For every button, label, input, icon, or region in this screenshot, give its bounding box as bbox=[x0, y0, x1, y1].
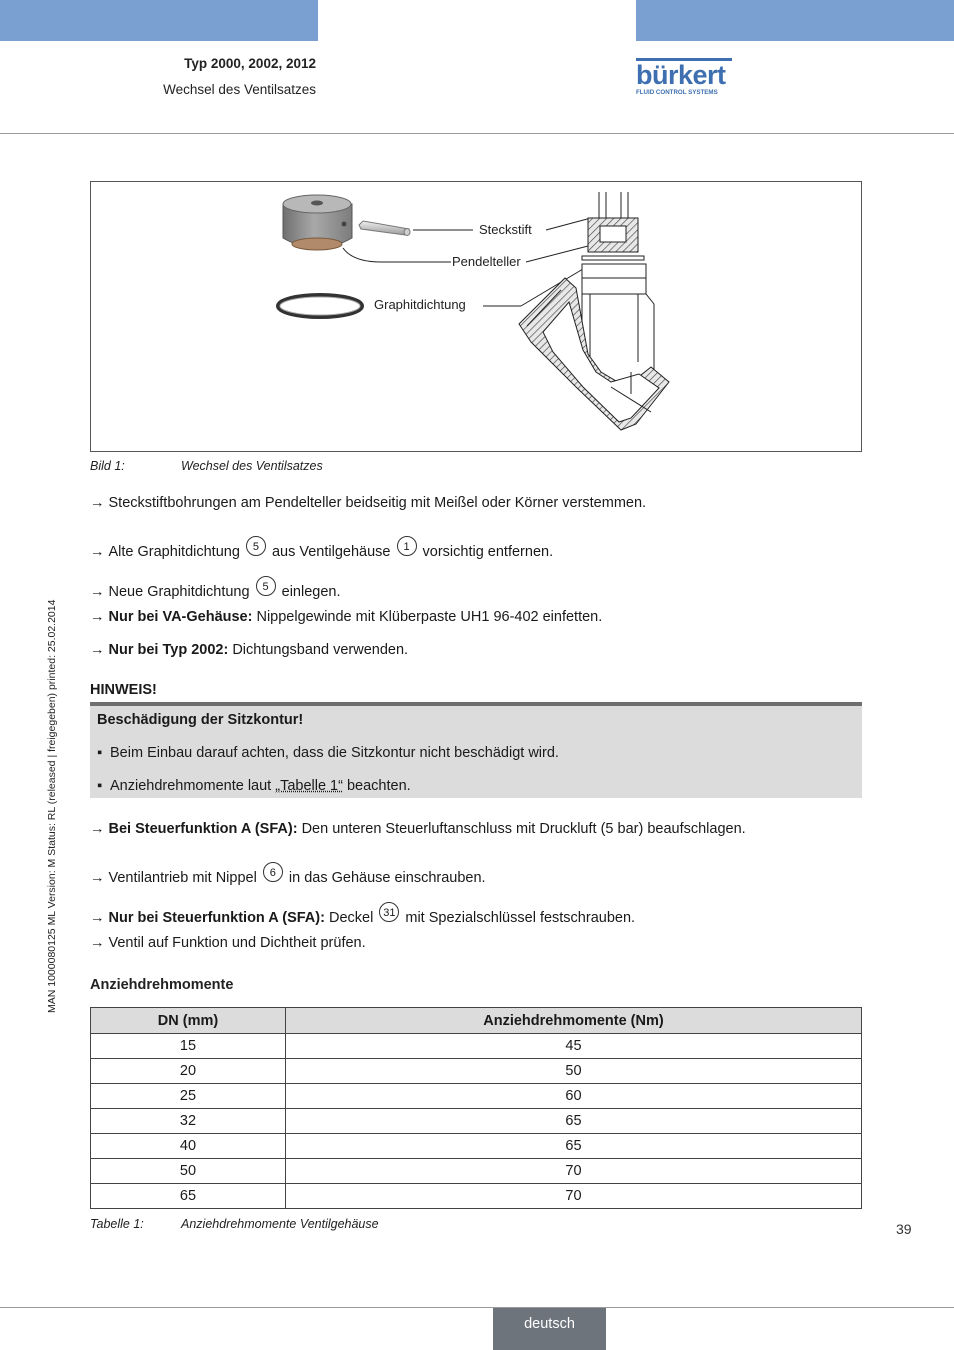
bullet-icon: ▪ bbox=[97, 778, 103, 794]
step-bold-label: Nur bei Typ 2002: bbox=[108, 642, 229, 658]
table-cell: 65 bbox=[285, 1109, 861, 1134]
table-row bbox=[91, 1059, 862, 1084]
table-caption-text: Anziehdrehmomente Ventilgehäuse bbox=[181, 1217, 379, 1231]
step-item bbox=[90, 495, 646, 511]
arrow-icon: → bbox=[90, 495, 105, 511]
footer-divider bbox=[0, 1307, 954, 1308]
step-bold-label: Nur bei Steuerfunktion A (SFA): bbox=[108, 910, 325, 926]
table-cell: 15 bbox=[91, 1034, 286, 1059]
step-item bbox=[90, 862, 486, 886]
step-text: Ventilantrieb mit Nippel bbox=[108, 870, 257, 886]
figure-frame bbox=[90, 181, 862, 452]
side-print-info: MAN 1000080125 ML Version: M Status: RL (released | freigegeben) printed: 25.02.2014 bbox=[46, 599, 58, 1013]
step-item bbox=[90, 576, 341, 600]
arrow-icon: → bbox=[90, 609, 105, 625]
notice-item bbox=[97, 745, 559, 761]
table-reference-link[interactable]: „Tabelle 1“ bbox=[275, 778, 343, 794]
arrow-icon: → bbox=[90, 870, 105, 886]
step-item bbox=[90, 821, 746, 837]
burkert-logo bbox=[636, 58, 736, 98]
table-row bbox=[91, 1159, 862, 1184]
table-cell: 60 bbox=[285, 1084, 861, 1109]
table-header-cell: DN (mm) bbox=[91, 1008, 286, 1034]
arrow-icon: → bbox=[90, 935, 105, 951]
arrow-icon: → bbox=[90, 642, 105, 658]
logo-tagline: FLUID CONTROL SYSTEMS bbox=[636, 89, 718, 96]
table-cell: 50 bbox=[91, 1159, 286, 1184]
step-text: mit Spezialschlüssel festschrauben. bbox=[405, 910, 636, 926]
notice-item bbox=[97, 778, 411, 794]
arrow-icon: → bbox=[90, 821, 105, 837]
step-item bbox=[90, 536, 553, 560]
table-cell: 50 bbox=[285, 1059, 861, 1084]
arrow-icon: → bbox=[90, 544, 105, 560]
table-row bbox=[91, 1084, 862, 1109]
page-number: 39 bbox=[896, 1221, 912, 1237]
step-text: Ventil auf Funktion und Dichtheit prüfen. bbox=[108, 935, 366, 951]
header-bar-right bbox=[636, 0, 954, 41]
step-text: einlegen. bbox=[281, 584, 341, 600]
table-cell: 70 bbox=[285, 1159, 861, 1184]
step-item bbox=[90, 902, 635, 926]
step-text: aus Ventilgehäuse bbox=[271, 544, 391, 560]
steckstift-part bbox=[359, 221, 410, 236]
arrow-icon: → bbox=[90, 910, 105, 926]
label-steckstift: Steckstift bbox=[479, 222, 532, 237]
valve-exploded-illustration bbox=[91, 182, 861, 451]
document-subtitle: Wechsel des Ventilsatzes bbox=[163, 82, 316, 97]
notice-box bbox=[90, 706, 862, 798]
arrow-icon: → bbox=[90, 584, 105, 600]
step-text: Nippelgewinde mit Klüberpaste UH1 96-402 einfetten. bbox=[256, 609, 603, 625]
position-number-circle: 5 bbox=[246, 536, 266, 556]
table-cell: 70 bbox=[285, 1184, 861, 1209]
label-pendelteller: Pendelteller bbox=[452, 254, 521, 269]
step-text: Alte Graphitdichtung bbox=[108, 544, 240, 560]
table-row bbox=[91, 1184, 862, 1209]
pendelteller-part bbox=[283, 195, 352, 250]
step-text: vorsichtig entfernen. bbox=[422, 544, 554, 560]
figure-caption-number: Bild 1: bbox=[90, 459, 125, 473]
header-divider bbox=[0, 133, 954, 134]
table-cell: 25 bbox=[91, 1084, 286, 1109]
step-bold-label: Bei Steuerfunktion A (SFA): bbox=[108, 821, 298, 837]
step-text: Neue Graphitdichtung bbox=[108, 584, 250, 600]
torque-table bbox=[90, 1007, 862, 1209]
language-tab[interactable]: deutsch bbox=[493, 1308, 606, 1350]
step-text: Steckstiftbohrungen am Pendelteller beidseitig mit Meißel oder Körner verstemmen. bbox=[108, 495, 647, 511]
notice-item-text: beachten. bbox=[346, 778, 411, 794]
notice-item-text: Anziehdrehmomente laut bbox=[110, 778, 272, 794]
step-text: in das Gehäuse einschrauben. bbox=[288, 870, 486, 886]
table-cell: 20 bbox=[91, 1059, 286, 1084]
bullet-icon: ▪ bbox=[97, 745, 103, 761]
table-header-cell: Anziehdrehmomente (Nm) bbox=[285, 1008, 861, 1034]
step-item bbox=[90, 642, 408, 658]
table-row bbox=[91, 1134, 862, 1159]
step-item bbox=[90, 935, 366, 951]
step-text: Den unteren Steuerluftanschluss mit Druckluft (5 bar) beaufschlagen. bbox=[301, 821, 746, 837]
notice-heading: HINWEIS! bbox=[90, 682, 157, 698]
table-cell: 65 bbox=[91, 1184, 286, 1209]
figure-caption-text: Wechsel des Ventilsatzes bbox=[181, 459, 323, 473]
step-text: Dichtungsband verwenden. bbox=[232, 642, 409, 658]
table-cell: 32 bbox=[91, 1109, 286, 1134]
logo-wordmark: bürkert bbox=[636, 60, 726, 90]
table-cell: 40 bbox=[91, 1134, 286, 1159]
valve-body-section bbox=[519, 192, 669, 430]
header-bar-left bbox=[0, 0, 318, 41]
label-graphitdichtung: Graphitdichtung bbox=[374, 297, 466, 312]
table-header-row bbox=[91, 1008, 862, 1034]
section-title: Anziehdrehmomente bbox=[90, 977, 234, 993]
table-row bbox=[91, 1109, 862, 1134]
step-item bbox=[90, 609, 602, 625]
notice-item-text: Beim Einbau darauf achten, dass die Sitzkontur nicht beschädigt wird. bbox=[110, 745, 559, 761]
step-bold-label: Nur bei VA-Gehäuse: bbox=[108, 609, 253, 625]
table-cell: 65 bbox=[285, 1134, 861, 1159]
step-text: Deckel bbox=[328, 910, 374, 926]
graphitdichtung-part bbox=[278, 295, 362, 317]
notice-title: Beschädigung der Sitzkontur! bbox=[97, 712, 304, 728]
table-cell: 45 bbox=[285, 1034, 861, 1059]
position-number-circle: 1 bbox=[397, 536, 417, 556]
table-caption-number: Tabelle 1: bbox=[90, 1217, 144, 1231]
position-number-circle: 5 bbox=[256, 576, 276, 596]
position-number-circle: 31 bbox=[379, 902, 399, 922]
document-title: Typ 2000, 2002, 2012 bbox=[184, 56, 316, 71]
position-number-circle: 6 bbox=[263, 862, 283, 882]
table-row bbox=[91, 1034, 862, 1059]
